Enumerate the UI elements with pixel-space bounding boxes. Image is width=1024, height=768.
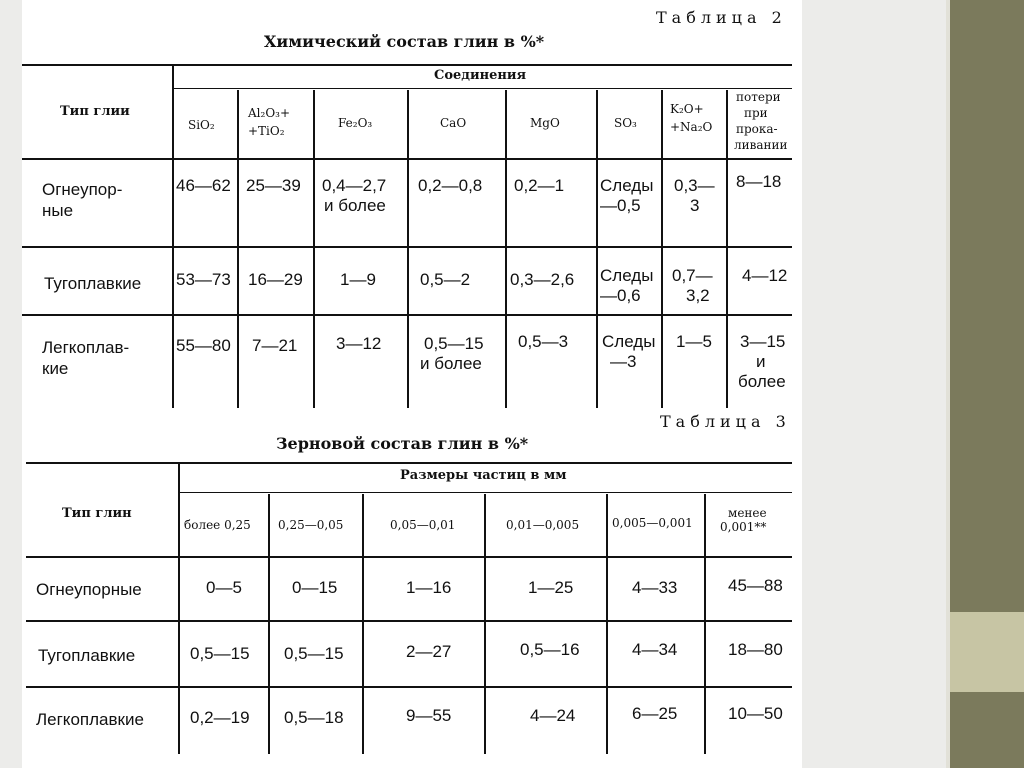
table2-cell: Следы <box>600 266 654 285</box>
table2-cell: —3 <box>610 352 637 371</box>
table3-col-divider <box>268 494 270 754</box>
table3-group-header: Размеры частиц в мм <box>400 468 567 483</box>
table3-col-divider <box>704 494 706 754</box>
table2-cell: 8—18 <box>736 172 782 191</box>
table2-cell: 3 <box>690 196 700 215</box>
table2-col-header: Al₂O₃+ <box>248 106 291 120</box>
slide-side-accent <box>950 612 1024 692</box>
table2-col-divider <box>661 90 663 408</box>
table2-label: Таблица 2 <box>656 8 787 27</box>
table3-col-divider <box>178 464 180 754</box>
table3-row1-rule <box>26 620 792 622</box>
table2-cell: и более <box>324 196 386 215</box>
table3-col-header: 0,01—0,005 <box>506 518 580 532</box>
table2-cell: и <box>756 352 766 371</box>
table3-label: Таблица 3 <box>660 412 791 431</box>
table3-cell: 0—5 <box>206 578 242 597</box>
table3-row-header: Тип глин <box>62 506 132 521</box>
table2-col-header: потери <box>736 90 781 104</box>
table2-col-divider <box>313 90 315 408</box>
table2-cell: Следы <box>602 332 656 351</box>
table2-col-divider <box>596 90 598 408</box>
table2-cell: —0,6 <box>600 286 641 305</box>
table2-group-rule <box>174 88 792 89</box>
table2-cell: 7—21 <box>252 336 298 355</box>
table2-col-header: CaO <box>440 116 467 130</box>
table2-col-header: +Na₂O <box>670 120 713 134</box>
table3-row-name: Легкоплавкие <box>36 710 144 729</box>
table2-col-header: SO₃ <box>614 116 637 130</box>
table3-cell: 0,5—16 <box>520 640 580 659</box>
table2-cell: 3—15 <box>740 332 786 351</box>
table3-cell: 1—16 <box>406 578 452 597</box>
table3-row-name: Огнеупорные <box>36 580 142 599</box>
table3-cell: 6—25 <box>632 704 678 723</box>
table2-group-header: Соединения <box>434 68 527 83</box>
table3-cell: 45—88 <box>728 576 783 595</box>
table3-cell: 0,5—18 <box>284 708 344 727</box>
table3-cell: 18—80 <box>728 640 783 659</box>
table3-col-divider <box>484 494 486 754</box>
table2-cell: 0,2—0,8 <box>418 176 483 195</box>
table2-cell: 0,4—2,7 <box>322 176 387 195</box>
table2-row-name: Легкоплав- <box>42 338 130 357</box>
table3-col-header: менее <box>728 506 767 520</box>
table3-cell: 10—50 <box>728 704 783 723</box>
table2-cell: 1—5 <box>676 332 712 351</box>
table2-col-header: K₂O+ <box>670 102 704 116</box>
table2-title: Химический состав глин в %* <box>264 32 545 51</box>
table2-col-header: прока- <box>736 122 778 136</box>
table2-top-rule <box>22 64 792 66</box>
table2-col-divider <box>726 90 728 408</box>
table3-col-header: 0,05—0,01 <box>390 518 456 532</box>
table2-cell: и более <box>420 354 482 373</box>
table2-cell: 0,5—2 <box>420 270 471 289</box>
table3-cell: 0,2—19 <box>190 708 250 727</box>
table2-cell: 0,7— <box>672 266 713 285</box>
table3-title: Зерновой состав глин в %* <box>276 434 529 453</box>
table2-col-divider <box>505 90 507 408</box>
table2-cell: —0,5 <box>600 196 641 215</box>
table3-col-divider <box>606 494 608 754</box>
table3-cell: 0,5—15 <box>284 644 344 663</box>
table3-row2-rule <box>26 686 792 688</box>
table2-cell: более <box>738 372 786 391</box>
table2-cell: 0,3—2,6 <box>510 270 575 289</box>
table2-cell: 1—9 <box>340 270 376 289</box>
table3-cell: 4—33 <box>632 578 678 597</box>
table3-col-header: 0,005—0,001 <box>612 516 693 530</box>
table3-header-rule <box>26 556 792 558</box>
table2-col-header: MgO <box>530 116 560 130</box>
table3-cell: 4—24 <box>530 706 576 725</box>
table2-col-divider <box>172 66 174 408</box>
table2-col-header: +TiO₂ <box>248 124 285 138</box>
table2-row-name: кие <box>42 359 69 378</box>
table3-group-rule <box>180 492 792 493</box>
table2-cell: 0,3— <box>674 176 715 195</box>
table3-cell: 1—25 <box>528 578 574 597</box>
table2-col-header: ливании <box>734 138 788 152</box>
table2-cell: 0,5—3 <box>518 332 569 351</box>
table2-cell: 3—12 <box>336 334 382 353</box>
table2-cell: 46—62 <box>176 176 231 195</box>
table3-cell: 2—27 <box>406 642 452 661</box>
table3-col-divider <box>362 494 364 754</box>
table3-col-header: 0,25—0,05 <box>278 518 344 532</box>
table2-cell: 53—73 <box>176 270 231 289</box>
table2-cell: 0,2—1 <box>514 176 565 195</box>
table2-cell: Следы <box>600 176 654 195</box>
table2-cell: 25—39 <box>246 176 301 195</box>
table2-row-name: Огнеупор- <box>42 180 123 199</box>
table2-col-divider <box>237 90 239 408</box>
table2-col-divider <box>407 90 409 408</box>
table2-cell: 16—29 <box>248 270 303 289</box>
table3-cell: 4—34 <box>632 640 678 659</box>
table3-col-header: 0,001** <box>720 520 767 534</box>
table3-cell: 0,5—15 <box>190 644 250 663</box>
table2-cell: 4—12 <box>742 266 788 285</box>
table2-cell: 55—80 <box>176 336 231 355</box>
table2-row-name: Тугоплавкие <box>44 274 142 293</box>
table2-cell: 0,5—15 <box>424 334 484 353</box>
table2-col-header: при <box>744 106 768 120</box>
table3-cell: 0—15 <box>292 578 338 597</box>
table3-row-name: Тугоплавкие <box>38 646 136 665</box>
table2-row-name: ные <box>42 201 74 220</box>
table2-col-header: SiO₂ <box>188 118 215 132</box>
table3-top-rule <box>26 462 792 464</box>
table3-col-header: более 0,25 <box>184 518 251 532</box>
table2-col-header: Fe₂O₃ <box>338 116 373 130</box>
table3-cell: 9—55 <box>406 706 452 725</box>
table2-cell: 3,2 <box>686 286 710 305</box>
table2-row-header: Тип глии <box>60 104 130 119</box>
